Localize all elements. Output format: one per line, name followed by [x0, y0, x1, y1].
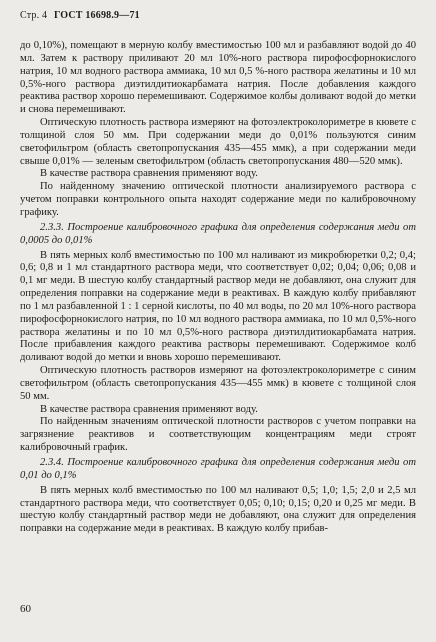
page-label: Стр. 4 [20, 10, 48, 21]
standard-number: ГОСТ 16698.9—71 [53, 10, 140, 21]
page-number: 60 [20, 603, 31, 615]
body-text [20, 40, 416, 536]
paragraph-procedure-low: В пять мерных колб вместимостью по 100 мл наливают из микробюретки 0,2; 0,4; 0,6; 0,8 и 1 мл стандартного раствора меди, что соответствует 0,02; 0,04; 0,06; 0,08 и 0,1 мг меди. В шестую колбу стандартный раствор меди не добавляют, она служит для определения поправки на содержание меди в реактивах. В каждую колбу прибавляют по 1 мл разбавленной 1 : 1 серной кислоты, по 40 мл воды, по 20 мл 10%-ного раствора пирофосфорнокислого натрия, по 10 мл водного раствора аммиака, по 10 мл 0,5%-ного раствора желатины и по 10 мл 0,5%-ного раствора диэтилдитиокарбамата натрия. После прибавления каждого реактива растворы перемешивают. Содержимое колб доливают водой до метки и вновь хорошо перемешивают. [20, 249, 416, 364]
page-header [20, 10, 140, 21]
paragraph-build-graph: По найденным значениям оптической плотности растворов с учетом поправки на загрязнение реактивов и соответствующим концентрациям меди строят калибровочный график. [20, 416, 416, 454]
section-heading-2-3-4: 2.3.4. Построение калибровочного графика для определения содержания меди от 0,01 до 0,1% [20, 457, 416, 481]
section-heading-2-3-3: 2.3.3. Построение калибровочного графика для определения содержания меди от 0,0005 до 0,01% [20, 221, 416, 246]
paragraph-continuation: до 0,10%), помещают в мерную колбу вместимостью 100 мл и разбавляют водой до 40 мл. Затем к раствору приливают 20 мл 10%-ного раствора пирофосфорнокислого натрия, 10 мл водного раствора аммиака, 10 мл 0,5 %-ного раствора желатины и 10 мл 0,5%-ного раствора диэтилдитиокарбамата натрия. После добавления каждого реактива раствор хорошо перемешивают. Содержимое колбы доливают водой до метки и снова перемешивают. [20, 40, 416, 116]
paragraph-reference-solution-2: В качестве раствора сравнения применяют воду. [40, 403, 258, 415]
paragraph-reference-solution: В качестве раствора сравнения применяют воду. [40, 168, 258, 180]
paragraph-optical-density: Оптическую плотность раствора измеряют на фотоэлектроколориметре в кювете с толщиной слоя 50 мм. При содержании меди до 0,01% пользуются синим светофильтром (область светопропускания 435—455 ммк), а при содержании меди свыше 0,01% — зеленым светофильтром (область светопропускания 480—520 ммк). [20, 117, 416, 167]
paragraph-calibration-lookup: По найденному значению оптической плотности анализируемого раствора с учетом поправки контрольного опыта находят содержание меди по калибровочному графику. [20, 181, 416, 218]
paragraph-procedure-high: В пять мерных колб вместимостью по 100 мл наливают 0,5; 1,0; 1,5; 2,0 и 2,5 мл стандартного раствора меди, что соответствует 0,05; 0,10; 0,15; 0,20 и 0,25 мг меди. В шестую колбу стандартный раствор меди не добавляют, она служит для определения поправки на содержание меди в реактивах. В каждую колбу прибав- [20, 484, 416, 535]
paragraph-measurement-low: Оптическую плотность растворов измеряют на фотоэлектроколориметре с синим светофильтром (область светопропускания 435—455 ммк) в кювете с толщиной слоя 50 мм. [20, 365, 416, 402]
